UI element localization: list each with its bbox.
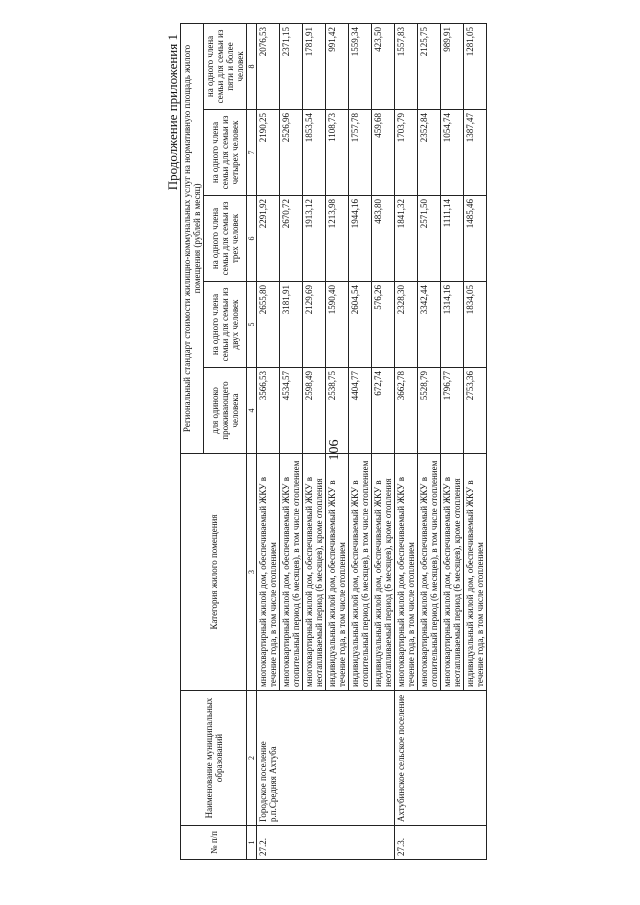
row-value: 2526,96	[280, 110, 303, 196]
row-value: 4534,57	[280, 368, 303, 454]
row-value: 1853,54	[303, 110, 326, 196]
row-value: 2598,49	[303, 368, 326, 454]
row-category: индивидуальный жилой дом, обеспечиваемый ЖКУ в неотапливаемый период (6 месяцев), кроме отопления	[372, 454, 395, 691]
row-value: 2538,75	[326, 368, 349, 454]
row-value: 5528,79	[418, 368, 441, 454]
row-value: 1781,91	[303, 23, 326, 109]
row-value: 1703,79	[395, 110, 418, 196]
column-numbers-row	[247, 23, 257, 859]
row-value: 483,80	[372, 196, 395, 282]
row-value: 1557,83	[395, 23, 418, 109]
col-number: 7	[247, 110, 257, 196]
row-value: 2076,53	[257, 23, 280, 109]
row-value: 423,50	[372, 23, 395, 109]
row-value: 1054,74	[441, 110, 464, 196]
row-category: многоквартирный жилой дом, обеспечиваемый ЖКУ в течение года, в том числе отоплением	[257, 454, 280, 691]
row-value: 4404,77	[349, 368, 372, 454]
row-value: 672,74	[372, 368, 395, 454]
col-number: 4	[247, 368, 257, 454]
header-standard: Региональный стандарт стоимости жилищно-коммунальных услуг на нормативную площадь жилого помещения (рублей в месяц)	[181, 23, 204, 453]
col-number: 3	[247, 454, 257, 691]
row-value: 1108,73	[326, 110, 349, 196]
row-category: многоквартирный жилой дом, обеспечиваемый ЖКУ в отопительный период (6 месяцев), в том числе отоплением	[418, 454, 441, 691]
row-value: 2571,50	[418, 196, 441, 282]
header-sub-four: на одного члена семьи для семьи из четырех человек	[204, 110, 247, 196]
row-value: 2655,80	[257, 282, 280, 368]
table-row	[257, 23, 280, 859]
header-sub-single: для одиноко проживающего человека	[204, 368, 247, 454]
header-category: Категория жилого помещения	[181, 454, 247, 691]
row-value: 3566,53	[257, 368, 280, 454]
row-value: 2291,92	[257, 196, 280, 282]
row-value: 1111,14	[441, 196, 464, 282]
row-value: 2604,54	[349, 282, 372, 368]
row-category: индивидуальный жилой дом, обеспечиваемый ЖКУ в отопительный период (6 месяцев), в том числе отоплением	[349, 454, 372, 691]
row-value: 1834,05	[464, 282, 487, 368]
row-value: 2125,75	[418, 23, 441, 109]
row-value: 991,42	[326, 23, 349, 109]
row-value: 2129,69	[303, 282, 326, 368]
row-value: 2190,25	[257, 110, 280, 196]
row-value: 459,68	[372, 110, 395, 196]
group-num: 27.3.	[395, 826, 487, 860]
header-sub-five: на одного члена семьи для семьи из пяти и более человек	[204, 23, 247, 109]
col-number: 8	[247, 23, 257, 109]
row-value: 2753,36	[464, 368, 487, 454]
header-name: Наименование муниципальных образований	[181, 691, 247, 826]
row-value: 1841,32	[395, 196, 418, 282]
page-number: 106	[327, 439, 342, 461]
col-number: 6	[247, 196, 257, 282]
tariff-table	[180, 23, 487, 860]
col-number: 5	[247, 282, 257, 368]
group-name: Городское поселение р.п.Средняя Ахтуба	[257, 691, 395, 826]
group-num: 27.2.	[257, 826, 395, 860]
row-value: 2328,30	[395, 282, 418, 368]
row-category: многоквартирный жилой дом, обеспечиваемый ЖКУ в течение года, в том числе отоплением	[395, 454, 418, 691]
row-value: 1485,46	[464, 196, 487, 282]
appendix-title: Продолжение приложения 1	[165, 34, 180, 191]
row-category: многоквартирный жилой дом, обеспечиваемый ЖКУ в неотапливаемый период (6 месяцев), кроме отопления	[303, 454, 326, 691]
row-category: индивидуальный жилой дом, обеспечиваемый ЖКУ в течение года, в том числе отоплением	[464, 454, 487, 691]
rotated-content	[166, 24, 636, 860]
row-value: 3662,78	[395, 368, 418, 454]
header-sub-three: на одного члена семьи для семьи из трех человек	[204, 196, 247, 282]
row-value: 1944,16	[349, 196, 372, 282]
table-row	[395, 23, 418, 859]
group-name: Ахтубинское сельское поселение	[395, 691, 487, 826]
row-category: многоквартирный жилой дом, обеспечиваемый ЖКУ в отопительный период (6 месяцев), в том числе отоплением	[280, 454, 303, 691]
row-category: многоквартирный жилой дом, обеспечиваемый ЖКУ в неотапливаемый период (6 месяцев), кроме отопления	[441, 454, 464, 691]
row-value: 3181,91	[280, 282, 303, 368]
row-value: 576,26	[372, 282, 395, 368]
row-category: индивидуальный жилой дом, обеспечиваемый ЖКУ в течение года, в том числе отоплением	[326, 454, 349, 691]
row-value: 1796,77	[441, 368, 464, 454]
header-sub-two: на одного члена семьи для семьи из двух человек	[204, 282, 247, 368]
col-number: 2	[247, 691, 257, 826]
header-num: № п/п	[181, 826, 247, 860]
row-value: 1314,16	[441, 282, 464, 368]
row-value: 1913,12	[303, 196, 326, 282]
row-value: 1281,05	[464, 23, 487, 109]
row-value: 2670,72	[280, 196, 303, 282]
row-value: 1387,47	[464, 110, 487, 196]
col-number: 1	[247, 826, 257, 860]
row-value: 1590,40	[326, 282, 349, 368]
row-value: 1213,98	[326, 196, 349, 282]
row-value: 3342,44	[418, 282, 441, 368]
row-value: 989,91	[441, 23, 464, 109]
row-value: 2371,15	[280, 23, 303, 109]
row-value: 1757,78	[349, 110, 372, 196]
row-value: 1559,34	[349, 23, 372, 109]
row-value: 2352,84	[418, 110, 441, 196]
